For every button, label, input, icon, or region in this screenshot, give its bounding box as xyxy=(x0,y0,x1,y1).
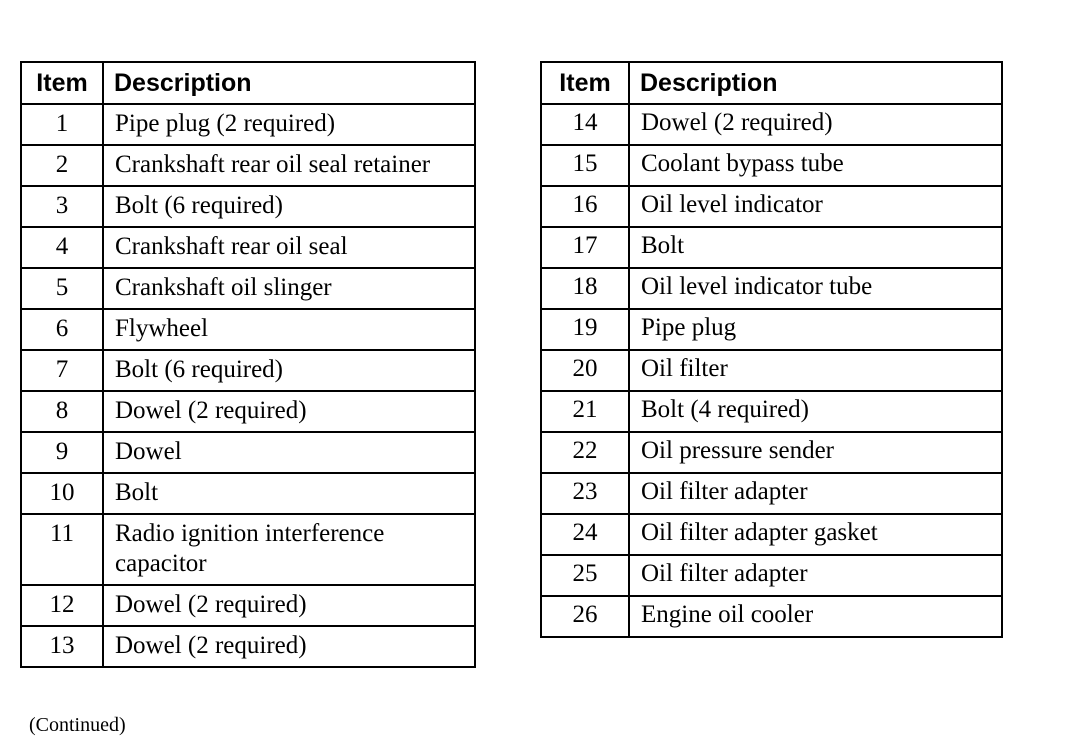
description-cell: Dowel (2 required) xyxy=(103,391,475,432)
item-number-cell: 10 xyxy=(21,473,103,514)
item-number-cell: 22 xyxy=(541,432,629,473)
description-cell: Oil filter adapter xyxy=(629,473,1002,514)
table-row xyxy=(541,350,1002,391)
table-row xyxy=(21,309,475,350)
table-row xyxy=(21,350,475,391)
description-cell: Oil filter adapter xyxy=(629,555,1002,596)
description-cell: Oil pressure sender xyxy=(629,432,1002,473)
description-cell: Radio ignition interference capacitor xyxy=(103,514,475,585)
item-number-cell: 15 xyxy=(541,145,629,186)
description-column-header: Description xyxy=(629,62,1002,104)
table-row xyxy=(21,268,475,309)
table-row xyxy=(541,227,1002,268)
table-row xyxy=(541,186,1002,227)
description-cell: Flywheel xyxy=(103,309,475,350)
table-row xyxy=(541,473,1002,514)
table-row xyxy=(541,391,1002,432)
table-row xyxy=(21,585,475,626)
item-number-cell: 6 xyxy=(21,309,103,350)
table-row xyxy=(21,145,475,186)
item-number-cell: 3 xyxy=(21,186,103,227)
item-number-cell: 7 xyxy=(21,350,103,391)
description-cell: Bolt xyxy=(629,227,1002,268)
description-cell: Crankshaft rear oil seal xyxy=(103,227,475,268)
description-cell: Dowel (2 required) xyxy=(103,626,475,667)
item-number-cell: 2 xyxy=(21,145,103,186)
table-row xyxy=(21,391,475,432)
item-number-cell: 17 xyxy=(541,227,629,268)
description-cell: Oil level indicator xyxy=(629,186,1002,227)
item-number-cell: 14 xyxy=(541,104,629,145)
table-row xyxy=(21,186,475,227)
item-number-cell: 19 xyxy=(541,309,629,350)
table-row xyxy=(21,104,475,145)
description-cell: Engine oil cooler xyxy=(629,596,1002,637)
table-row xyxy=(21,227,475,268)
item-number-cell: 26 xyxy=(541,596,629,637)
description-cell: Pipe plug (2 required) xyxy=(103,104,475,145)
item-number-cell: 20 xyxy=(541,350,629,391)
item-number-cell: 18 xyxy=(541,268,629,309)
item-number-cell: 12 xyxy=(21,585,103,626)
item-number-cell: 23 xyxy=(541,473,629,514)
table-row xyxy=(541,145,1002,186)
item-number-cell: 21 xyxy=(541,391,629,432)
table-row xyxy=(541,555,1002,596)
item-number-cell: 24 xyxy=(541,514,629,555)
table-row xyxy=(541,432,1002,473)
header-row xyxy=(21,62,475,104)
table-row xyxy=(21,514,475,585)
table-row xyxy=(541,514,1002,555)
description-cell: Oil level indicator tube xyxy=(629,268,1002,309)
description-cell: Oil filter xyxy=(629,350,1002,391)
description-cell: Pipe plug xyxy=(629,309,1002,350)
table-body xyxy=(21,104,475,667)
table-row xyxy=(21,432,475,473)
table-row xyxy=(541,104,1002,145)
description-cell: Bolt xyxy=(103,473,475,514)
header-row xyxy=(541,62,1002,104)
item-number-cell: 4 xyxy=(21,227,103,268)
item-column-header: Item xyxy=(541,62,629,104)
item-number-cell: 5 xyxy=(21,268,103,309)
item-number-cell: 25 xyxy=(541,555,629,596)
item-number-cell: 9 xyxy=(21,432,103,473)
item-number-cell: 11 xyxy=(21,514,103,585)
description-cell: Dowel (2 required) xyxy=(103,585,475,626)
table-row xyxy=(541,309,1002,350)
item-column-header: Item xyxy=(21,62,103,104)
parts-table-left xyxy=(20,61,476,668)
table-row xyxy=(541,268,1002,309)
description-cell: Dowel xyxy=(103,432,475,473)
description-cell: Bolt (6 required) xyxy=(103,186,475,227)
description-cell: Oil filter adapter gasket xyxy=(629,514,1002,555)
item-number-cell: 8 xyxy=(21,391,103,432)
continued-note: (Continued) xyxy=(29,714,126,736)
table-row xyxy=(21,473,475,514)
parts-table-right xyxy=(540,61,1003,638)
item-number-cell: 13 xyxy=(21,626,103,667)
description-cell: Bolt (4 required) xyxy=(629,391,1002,432)
table-body xyxy=(541,104,1002,637)
table-row xyxy=(541,596,1002,637)
description-cell: Crankshaft rear oil seal retainer xyxy=(103,145,475,186)
item-number-cell: 1 xyxy=(21,104,103,145)
description-cell: Coolant bypass tube xyxy=(629,145,1002,186)
description-cell: Bolt (6 required) xyxy=(103,350,475,391)
description-cell: Crankshaft oil slinger xyxy=(103,268,475,309)
item-number-cell: 16 xyxy=(541,186,629,227)
description-column-header: Description xyxy=(103,62,475,104)
description-cell: Dowel (2 required) xyxy=(629,104,1002,145)
table-row xyxy=(21,626,475,667)
